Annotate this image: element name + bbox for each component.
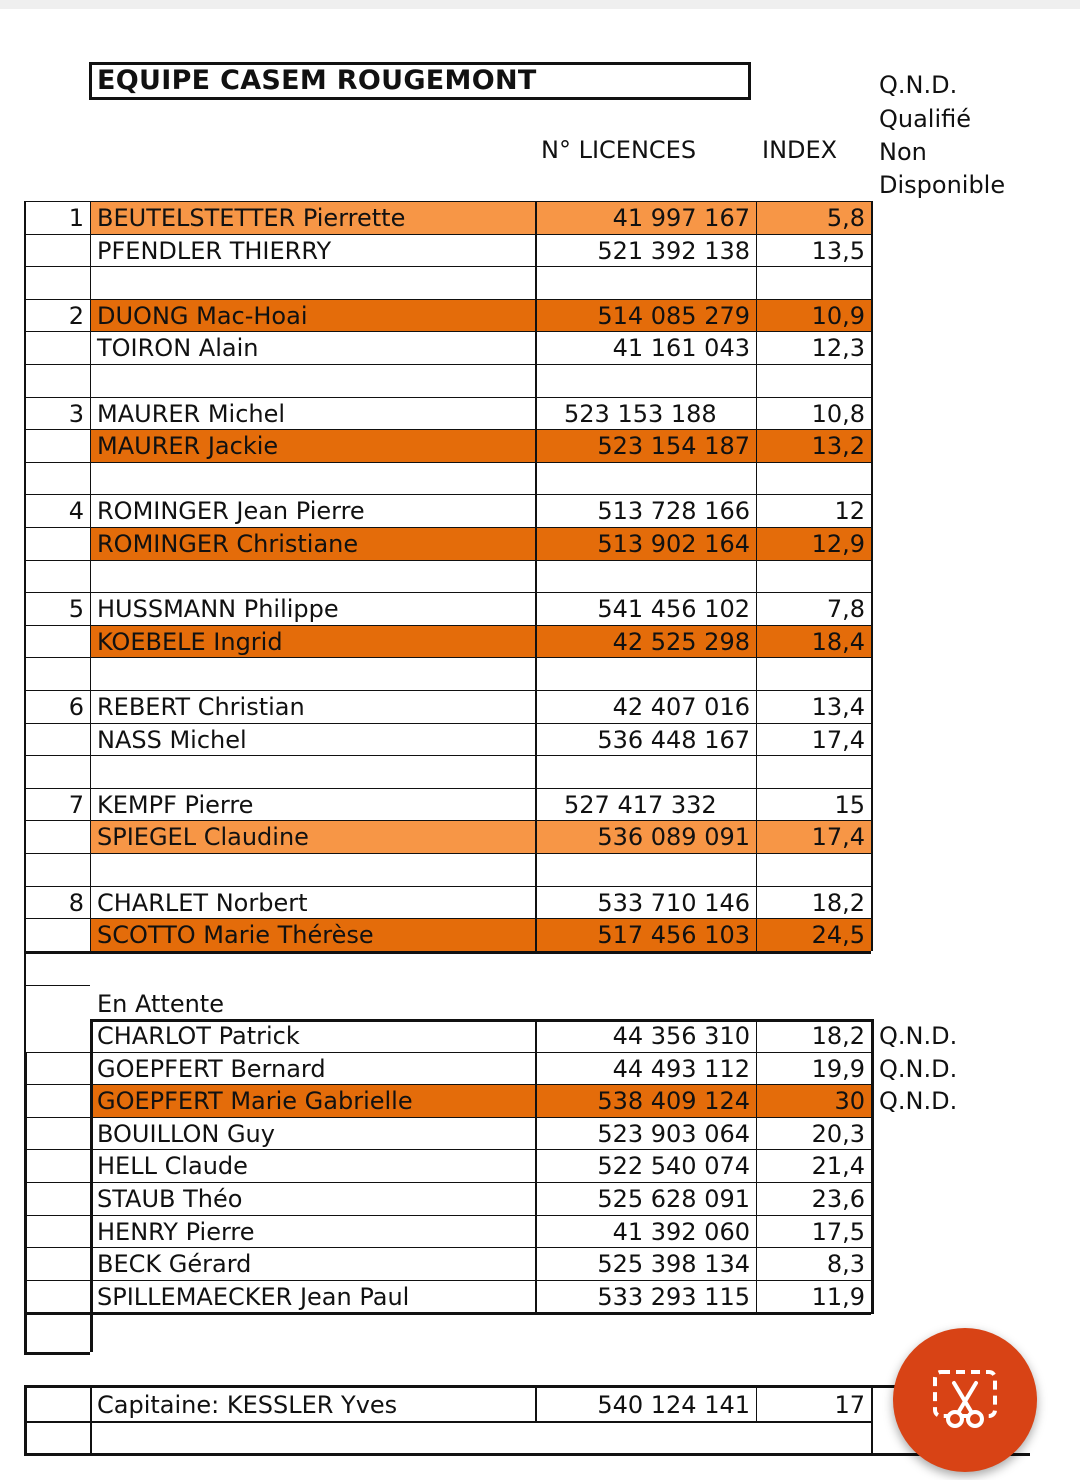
player-index: 15 (834, 790, 865, 819)
player-name: KEMPF Pierre (97, 790, 254, 819)
waiting-player-index: 23,6 (811, 1185, 865, 1213)
waiting-player-name: GOEPFERT Bernard (97, 1054, 326, 1083)
grid-line (24, 1385, 895, 1388)
waiting-player-index: 20,3 (811, 1119, 865, 1148)
player-index: 17,4 (811, 725, 865, 754)
player-name: TOIRON Alain (97, 334, 259, 363)
grid-line (24, 266, 871, 267)
licence-number: 536 448 167 (597, 725, 750, 754)
row-number: 1 (68, 204, 84, 232)
grid-line (871, 201, 873, 951)
grid-line (24, 1312, 871, 1315)
row-number (25, 919, 90, 951)
waiting-player-name: GOEPFERT Marie Gabrielle (91, 1085, 535, 1117)
grid-line (24, 201, 26, 953)
player-name: NASS Michel (97, 725, 247, 754)
waiting-licence-number: 523 903 064 (597, 1119, 750, 1148)
waiting-player-name: SPILLEMAECKER Jean Paul (97, 1282, 410, 1311)
screenshot-capture-button[interactable] (893, 1328, 1037, 1472)
player-index: 17,4 (757, 821, 871, 853)
licence-number: 513 728 166 (597, 497, 750, 526)
waiting-player-index: 17,5 (811, 1217, 865, 1246)
grid-line (90, 1019, 93, 1352)
player-index: 5,8 (757, 202, 871, 234)
player-index: 13,5 (811, 236, 865, 265)
player-name: MAURER Jackie (91, 430, 535, 462)
player-index: 10,8 (811, 399, 865, 428)
waiting-licence-number: 44 356 310 (612, 1022, 750, 1050)
grid-line (24, 560, 871, 561)
player-name: BEUTELSTETTER Pierrette (91, 202, 535, 234)
waiting-licence-number: 538 409 124 (536, 1085, 756, 1117)
player-index: 12 (834, 497, 865, 526)
grid-line (24, 364, 871, 365)
row-number: 3 (68, 399, 84, 428)
legend-abbr: Q.N.D. (879, 71, 958, 99)
legend-line-2: Non (879, 138, 927, 166)
waiting-player-index: 21,4 (811, 1152, 865, 1181)
qnd-note: Q.N.D. (879, 1054, 958, 1083)
waiting-player-name: HELL Claude (97, 1152, 248, 1181)
grid-line (535, 1019, 537, 1312)
licence-number: 523 153 188 (564, 399, 717, 428)
grid-line (24, 755, 871, 756)
waiting-licence-number: 522 540 074 (597, 1152, 750, 1181)
grid-line (24, 985, 90, 986)
status-strip (0, 0, 1080, 9)
player-index: 12,3 (811, 334, 865, 363)
player-index: 12,9 (757, 528, 871, 560)
row-number (25, 528, 90, 560)
waiting-licence-number: 525 628 091 (597, 1185, 750, 1213)
licence-number: 536 089 091 (536, 821, 756, 853)
licence-number: 41 997 167 (536, 202, 756, 234)
licence-number: 42 407 016 (612, 693, 750, 721)
licence-number: 523 154 187 (536, 430, 756, 462)
waiting-player-name: BECK Gérard (97, 1250, 252, 1279)
licence-number: 513 902 164 (536, 528, 756, 560)
player-name: ROMINGER Christiane (91, 528, 535, 560)
grid-line (24, 1352, 90, 1355)
legend-line-3: Disponible (879, 171, 1006, 199)
waiting-licence-number: 44 493 112 (612, 1054, 750, 1083)
scissors-selection-icon (932, 1369, 998, 1431)
row-number: 4 (68, 497, 84, 526)
waiting-player-index: 18,2 (811, 1022, 865, 1050)
player-name: SPIEGEL Claudine (91, 821, 535, 853)
player-index: 18,4 (757, 626, 871, 658)
player-index: 10,9 (757, 300, 871, 332)
team-title: EQUIPE CASEM ROUGEMONT (89, 62, 751, 100)
player-index: 18,2 (811, 888, 865, 917)
waiting-player-index: 30 (757, 1085, 871, 1117)
licence-number: 42 525 298 (536, 626, 756, 658)
player-name: ROMINGER Jean Pierre (97, 497, 365, 526)
waiting-licence-number: 41 392 060 (612, 1217, 750, 1246)
header-licences: N° LICENCES (541, 136, 697, 164)
player-name: SCOTTO Marie Thérèse (91, 919, 535, 951)
grid-line (24, 1421, 871, 1423)
player-index: 24,5 (757, 919, 871, 951)
grid-line (24, 1052, 27, 1352)
grid-line (871, 1385, 873, 1455)
captain-index: 17 (834, 1391, 865, 1419)
waiting-licence-number: 525 398 134 (597, 1250, 750, 1279)
player-index: 7,8 (826, 595, 865, 624)
row-number: 8 (68, 888, 84, 917)
licence-number: 517 456 103 (536, 919, 756, 951)
row-number: 7 (68, 790, 84, 819)
legend-line-1: Qualifié (879, 105, 972, 133)
grid-line (871, 1019, 874, 1314)
grid-line (24, 853, 871, 854)
player-name: DUONG Mac-Hoai (91, 300, 535, 332)
grid-line (535, 201, 537, 951)
row-number (25, 332, 90, 364)
row-number: 2 (68, 301, 84, 330)
player-index: 13,4 (811, 693, 865, 721)
player-name: KOEBELE Ingrid (91, 626, 535, 658)
player-name: HUSSMANN Philippe (97, 595, 339, 624)
row-number (25, 821, 90, 853)
licence-number: 541 456 102 (597, 595, 750, 624)
grid-line (24, 657, 871, 658)
waiting-player-index: 8,3 (826, 1250, 865, 1279)
licence-number: 527 417 332 (564, 790, 717, 819)
player-name: MAURER Michel (97, 399, 286, 428)
licence-number: 521 392 138 (597, 236, 750, 265)
licence-number: 41 161 043 (612, 334, 750, 363)
header-index: INDEX (762, 136, 838, 164)
captain-name: Capitaine: KESSLER Yves (97, 1391, 398, 1419)
licence-number: 533 710 146 (597, 888, 750, 917)
grid-line (24, 462, 871, 463)
row-number (25, 235, 90, 267)
waiting-player-index: 19,9 (811, 1054, 865, 1083)
row-number (25, 430, 90, 462)
waiting-player-name: BOUILLON Guy (97, 1119, 275, 1148)
waiting-player-name: HENRY Pierre (97, 1217, 255, 1246)
row-number (25, 626, 90, 658)
waiting-player-name: STAUB Théo (97, 1185, 243, 1213)
waiting-licence-number: 533 293 115 (597, 1282, 750, 1311)
player-name: CHARLET Norbert (97, 888, 308, 917)
waiting-player-index: 11,9 (811, 1282, 865, 1311)
player-name: PFENDLER THIERRY (97, 236, 332, 265)
row-number: 5 (68, 595, 84, 624)
grid-line (756, 1019, 757, 1312)
qnd-note: Q.N.D. (879, 1087, 958, 1116)
grid-line (24, 951, 871, 954)
captain-licence-number: 540 124 141 (597, 1391, 750, 1419)
licence-number: 514 085 279 (536, 300, 756, 332)
waiting-player-name: CHARLOT Patrick (97, 1022, 300, 1050)
grid-line (24, 1385, 27, 1455)
player-index: 13,2 (757, 430, 871, 462)
waiting-list-label: En Attente (97, 990, 224, 1018)
grid-line (90, 201, 91, 951)
row-number (25, 724, 90, 756)
grid-line (24, 1453, 1030, 1456)
grid-line (756, 201, 757, 951)
row-number: 6 (68, 693, 84, 721)
qnd-note: Q.N.D. (879, 1022, 958, 1050)
player-name: REBERT Christian (97, 693, 305, 721)
